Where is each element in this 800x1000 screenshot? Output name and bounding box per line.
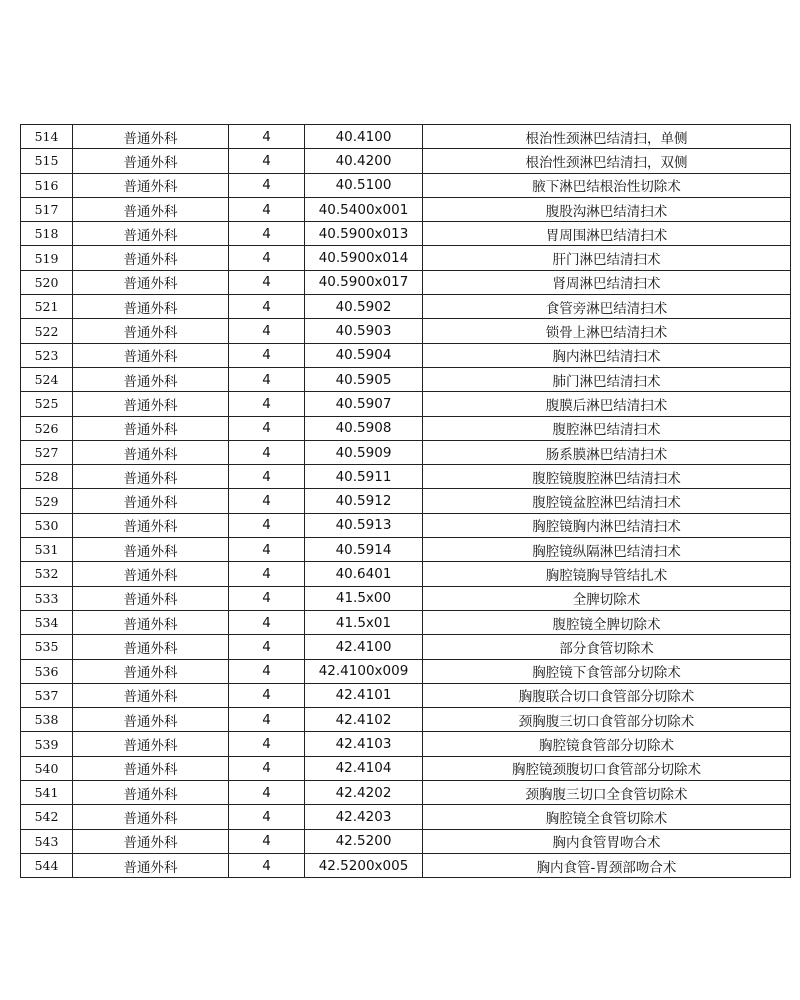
department-cell: 普通外科 [73, 367, 229, 391]
procedure-code-cell: 40.5900x014 [305, 246, 423, 270]
department-cell: 普通外科 [73, 853, 229, 877]
level-cell: 4 [229, 513, 305, 537]
table-row [21, 732, 791, 756]
row-number-cell: 518 [21, 222, 73, 246]
level-cell: 4 [229, 343, 305, 367]
procedure-code-cell: 42.4203 [305, 805, 423, 829]
table-row [21, 173, 791, 197]
department-cell: 普通外科 [73, 756, 229, 780]
procedure-name-cell: 腹腔淋巴结清扫术 [423, 416, 791, 440]
level-cell: 4 [229, 319, 305, 343]
level-cell: 4 [229, 610, 305, 634]
row-number-cell: 532 [21, 562, 73, 586]
procedure-code-cell: 42.4101 [305, 683, 423, 707]
level-cell: 4 [229, 392, 305, 416]
department-cell: 普通外科 [73, 416, 229, 440]
procedure-code-cell: 41.5x00 [305, 586, 423, 610]
procedure-name-cell: 根治性颈淋巴结清扫，双侧 [423, 149, 791, 173]
procedure-code-cell: 40.5908 [305, 416, 423, 440]
level-cell: 4 [229, 708, 305, 732]
table-row [21, 708, 791, 732]
procedure-name-cell: 胸腔镜下食管部分切除术 [423, 659, 791, 683]
row-number-cell: 543 [21, 829, 73, 853]
level-cell: 4 [229, 222, 305, 246]
level-cell: 4 [229, 246, 305, 270]
department-cell: 普通外科 [73, 538, 229, 562]
procedure-code-cell: 41.5x01 [305, 610, 423, 634]
procedure-code-cell: 42.5200 [305, 829, 423, 853]
procedure-name-cell: 胸腔镜胸导管结扎术 [423, 562, 791, 586]
row-number-cell: 539 [21, 732, 73, 756]
table-row [21, 683, 791, 707]
row-number-cell: 533 [21, 586, 73, 610]
level-cell: 4 [229, 805, 305, 829]
table-row [21, 319, 791, 343]
row-number-cell: 526 [21, 416, 73, 440]
department-cell: 普通外科 [73, 343, 229, 367]
table-row [21, 513, 791, 537]
table-row [21, 853, 791, 877]
procedure-table [20, 124, 791, 878]
department-cell: 普通外科 [73, 781, 229, 805]
procedure-name-cell: 颈胸腹三切口全食管切除术 [423, 781, 791, 805]
procedure-name-cell: 胸腔镜胸内淋巴结清扫术 [423, 513, 791, 537]
procedure-name-cell: 胸腔镜食管部分切除术 [423, 732, 791, 756]
procedure-name-cell: 部分食管切除术 [423, 635, 791, 659]
row-number-cell: 530 [21, 513, 73, 537]
table-row [21, 222, 791, 246]
procedure-code-cell: 40.5911 [305, 465, 423, 489]
department-cell: 普通外科 [73, 562, 229, 586]
level-cell: 4 [229, 756, 305, 780]
row-number-cell: 531 [21, 538, 73, 562]
level-cell: 4 [229, 295, 305, 319]
procedure-name-cell: 锁骨上淋巴结清扫术 [423, 319, 791, 343]
level-cell: 4 [229, 173, 305, 197]
level-cell: 4 [229, 562, 305, 586]
department-cell: 普通外科 [73, 149, 229, 173]
row-number-cell: 541 [21, 781, 73, 805]
procedure-name-cell: 肠系膜淋巴结清扫术 [423, 440, 791, 464]
level-cell: 4 [229, 659, 305, 683]
row-number-cell: 516 [21, 173, 73, 197]
procedure-table-body [21, 125, 791, 878]
department-cell: 普通外科 [73, 635, 229, 659]
table-row [21, 538, 791, 562]
procedure-code-cell: 42.4104 [305, 756, 423, 780]
level-cell: 4 [229, 781, 305, 805]
row-number-cell: 536 [21, 659, 73, 683]
level-cell: 4 [229, 586, 305, 610]
table-row [21, 416, 791, 440]
procedure-code-cell: 40.5905 [305, 367, 423, 391]
procedure-code-cell: 42.4100 [305, 635, 423, 659]
procedure-name-cell: 胸内淋巴结清扫术 [423, 343, 791, 367]
table-row [21, 343, 791, 367]
procedure-name-cell: 胃周围淋巴结清扫术 [423, 222, 791, 246]
procedure-code-cell: 42.5200x005 [305, 853, 423, 877]
department-cell: 普通外科 [73, 125, 229, 149]
table-row [21, 610, 791, 634]
procedure-code-cell: 40.5909 [305, 440, 423, 464]
table-row [21, 586, 791, 610]
procedure-code-cell: 42.4103 [305, 732, 423, 756]
level-cell: 4 [229, 489, 305, 513]
procedure-code-cell: 42.4100x009 [305, 659, 423, 683]
department-cell: 普通外科 [73, 659, 229, 683]
procedure-name-cell: 肾周淋巴结清扫术 [423, 270, 791, 294]
department-cell: 普通外科 [73, 829, 229, 853]
department-cell: 普通外科 [73, 586, 229, 610]
row-number-cell: 527 [21, 440, 73, 464]
department-cell: 普通外科 [73, 295, 229, 319]
procedure-code-cell: 40.5904 [305, 343, 423, 367]
procedure-name-cell: 腹膜后淋巴结清扫术 [423, 392, 791, 416]
row-number-cell: 537 [21, 683, 73, 707]
row-number-cell: 520 [21, 270, 73, 294]
table-row [21, 392, 791, 416]
procedure-name-cell: 胸内食管胃吻合术 [423, 829, 791, 853]
table-row [21, 197, 791, 221]
department-cell: 普通外科 [73, 683, 229, 707]
procedure-name-cell: 胸腔镜颈腹切口食管部分切除术 [423, 756, 791, 780]
procedure-code-cell: 42.4102 [305, 708, 423, 732]
row-number-cell: 524 [21, 367, 73, 391]
department-cell: 普通外科 [73, 246, 229, 270]
procedure-name-cell: 胸腔镜纵隔淋巴结清扫术 [423, 538, 791, 562]
procedure-code-cell: 40.5914 [305, 538, 423, 562]
level-cell: 4 [229, 270, 305, 294]
level-cell: 4 [229, 440, 305, 464]
procedure-name-cell: 腋下淋巴结根治性切除术 [423, 173, 791, 197]
procedure-name-cell: 胸腔镜全食管切除术 [423, 805, 791, 829]
department-cell: 普通外科 [73, 222, 229, 246]
table-row [21, 246, 791, 270]
row-number-cell: 517 [21, 197, 73, 221]
procedure-code-cell: 40.6401 [305, 562, 423, 586]
row-number-cell: 529 [21, 489, 73, 513]
table-row [21, 829, 791, 853]
procedure-name-cell: 全脾切除术 [423, 586, 791, 610]
level-cell: 4 [229, 416, 305, 440]
level-cell: 4 [229, 367, 305, 391]
level-cell: 4 [229, 829, 305, 853]
level-cell: 4 [229, 732, 305, 756]
table-row [21, 440, 791, 464]
row-number-cell: 544 [21, 853, 73, 877]
level-cell: 4 [229, 538, 305, 562]
procedure-code-cell: 40.5100 [305, 173, 423, 197]
department-cell: 普通外科 [73, 489, 229, 513]
department-cell: 普通外科 [73, 197, 229, 221]
row-number-cell: 535 [21, 635, 73, 659]
table-row [21, 635, 791, 659]
table-row [21, 465, 791, 489]
department-cell: 普通外科 [73, 440, 229, 464]
procedure-name-cell: 腹腔镜盆腔淋巴结清扫术 [423, 489, 791, 513]
procedure-code-cell: 40.5900x013 [305, 222, 423, 246]
procedure-table-sheet [20, 124, 790, 878]
table-row [21, 125, 791, 149]
row-number-cell: 514 [21, 125, 73, 149]
table-row [21, 756, 791, 780]
row-number-cell: 522 [21, 319, 73, 343]
department-cell: 普通外科 [73, 513, 229, 537]
department-cell: 普通外科 [73, 270, 229, 294]
procedure-code-cell: 40.5903 [305, 319, 423, 343]
procedure-name-cell: 腹腔镜腹腔淋巴结清扫术 [423, 465, 791, 489]
procedure-name-cell: 胸腹联合切口食管部分切除术 [423, 683, 791, 707]
row-number-cell: 528 [21, 465, 73, 489]
department-cell: 普通外科 [73, 708, 229, 732]
department-cell: 普通外科 [73, 319, 229, 343]
level-cell: 4 [229, 125, 305, 149]
procedure-name-cell: 颈胸腹三切口食管部分切除术 [423, 708, 791, 732]
level-cell: 4 [229, 635, 305, 659]
level-cell: 4 [229, 149, 305, 173]
procedure-code-cell: 40.5907 [305, 392, 423, 416]
row-number-cell: 525 [21, 392, 73, 416]
table-row [21, 781, 791, 805]
row-number-cell: 538 [21, 708, 73, 732]
row-number-cell: 542 [21, 805, 73, 829]
row-number-cell: 523 [21, 343, 73, 367]
procedure-code-cell: 42.4202 [305, 781, 423, 805]
procedure-code-cell: 40.5912 [305, 489, 423, 513]
department-cell: 普通外科 [73, 173, 229, 197]
procedure-name-cell: 肝门淋巴结清扫术 [423, 246, 791, 270]
table-row [21, 270, 791, 294]
row-number-cell: 534 [21, 610, 73, 634]
table-row [21, 149, 791, 173]
procedure-code-cell: 40.4100 [305, 125, 423, 149]
table-row [21, 562, 791, 586]
table-row [21, 659, 791, 683]
department-cell: 普通外科 [73, 732, 229, 756]
procedure-name-cell: 肺门淋巴结清扫术 [423, 367, 791, 391]
row-number-cell: 519 [21, 246, 73, 270]
procedure-code-cell: 40.5400x001 [305, 197, 423, 221]
level-cell: 4 [229, 197, 305, 221]
procedure-name-cell: 腹腔镜全脾切除术 [423, 610, 791, 634]
table-row [21, 367, 791, 391]
procedure-name-cell: 腹股沟淋巴结清扫术 [423, 197, 791, 221]
procedure-name-cell: 食管旁淋巴结清扫术 [423, 295, 791, 319]
procedure-name-cell: 根治性颈淋巴结清扫，单侧 [423, 125, 791, 149]
procedure-code-cell: 40.5900x017 [305, 270, 423, 294]
row-number-cell: 515 [21, 149, 73, 173]
department-cell: 普通外科 [73, 392, 229, 416]
procedure-name-cell: 胸内食管-胃颈部吻合术 [423, 853, 791, 877]
procedure-code-cell: 40.5902 [305, 295, 423, 319]
level-cell: 4 [229, 853, 305, 877]
department-cell: 普通外科 [73, 805, 229, 829]
level-cell: 4 [229, 465, 305, 489]
department-cell: 普通外科 [73, 465, 229, 489]
row-number-cell: 521 [21, 295, 73, 319]
row-number-cell: 540 [21, 756, 73, 780]
department-cell: 普通外科 [73, 610, 229, 634]
table-row [21, 805, 791, 829]
procedure-code-cell: 40.5913 [305, 513, 423, 537]
table-row [21, 295, 791, 319]
table-row [21, 489, 791, 513]
procedure-code-cell: 40.4200 [305, 149, 423, 173]
level-cell: 4 [229, 683, 305, 707]
